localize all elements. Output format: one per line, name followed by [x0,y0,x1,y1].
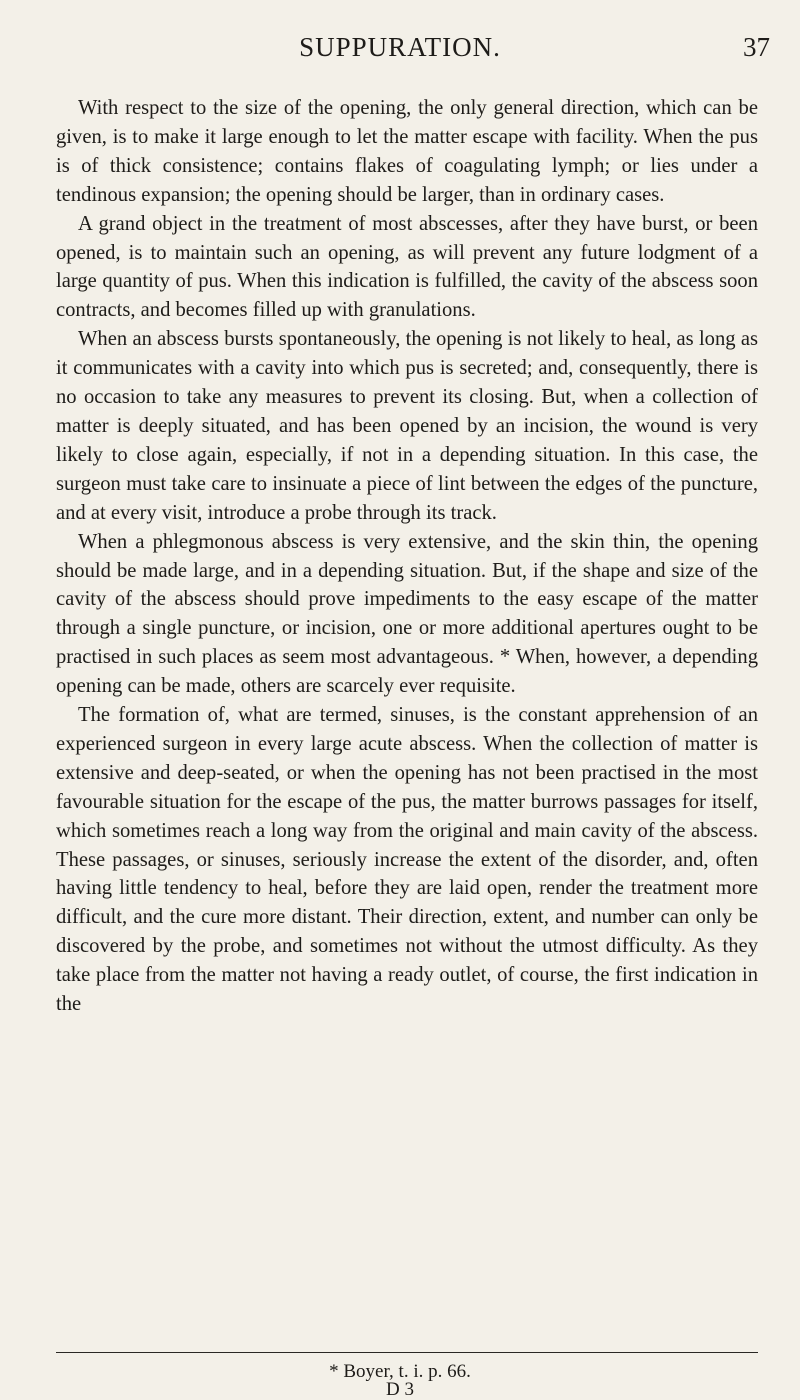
body-text [56,94,758,1019]
paragraph: When an abscess bursts spontaneously, the opening is not likely to heal, as long as it communicates with a cavity into which pus is secreted; and, consequently, there is no occasion to take any measures to prevent its closing. But, when a collection of matter is deeply situated, and has been opened by an incision, the wound is very likely to close again, especially, if not in a depending situation. In this case, the surgeon must take care to insinuate a piece of lint between the edges of the puncture, and at every visit, introduce a probe through its track. [56,328,758,524]
page-number: 37 [743,32,770,62]
signature-mark: D 3 [386,1379,414,1400]
paragraph: When a phlegmonous abscess is very extensive, and the skin thin, the opening should be made large, and in a depending situation. But, if the shape and size of the cavity of the abscess should prove impediments to the easy escape of the matter through a single puncture, or incision, one or more additional apertures ought to be practised in such places as seem most advantageous. * When, however, a depending opening can be made, others are scarcely ever requisite. [56,530,758,698]
paragraph: A grand object in the treatment of most abscesses, after they have burst, or been opened, is to maintain such an opening, as will prevent any future lodgment of a large quantity of pus. When this indication is fulfilled, the cavity of the abscess soon contracts, and becomes filled up with granulations. [56,212,758,322]
paragraph: With respect to the size of the opening, the only general direction, which can be given, is to make it large enough to let the matter escape with facility. When the pus is of thick consistence; contains flakes of coagulating lymph; or lies under a tendinous expansion; the opening should be larger, than in ordinary cases. [56,97,758,206]
footnote-divider [56,1352,758,1353]
paragraph: The formation of, what are termed, sinuses, is the constant apprehension of an experienced surgeon in every large acute abscess. When the collection of matter is extensive and deep-seated, or when the opening has not been practised in the most favourable situation for the escape of the pus, the matter burrows passages for itself, which sometimes reach a long way from the original and main cavity of the abscess. These passages, or sinuses, seriously increase the extent of the disorder, and, often having little tendency to heal, before they are laid open, render the treatment more difficult, and the cure more distant. Their direction, extent, and number can only be discovered by the probe, and sometimes not without the utmost difficulty. As they take place from the matter not having a ready outlet, of course, the first indication in the [56,704,758,1016]
running-title: SUPPURATION. [299,32,501,62]
page-header [0,28,800,68]
footnote: * Boyer, t. i. p. 66. [329,1361,471,1382]
